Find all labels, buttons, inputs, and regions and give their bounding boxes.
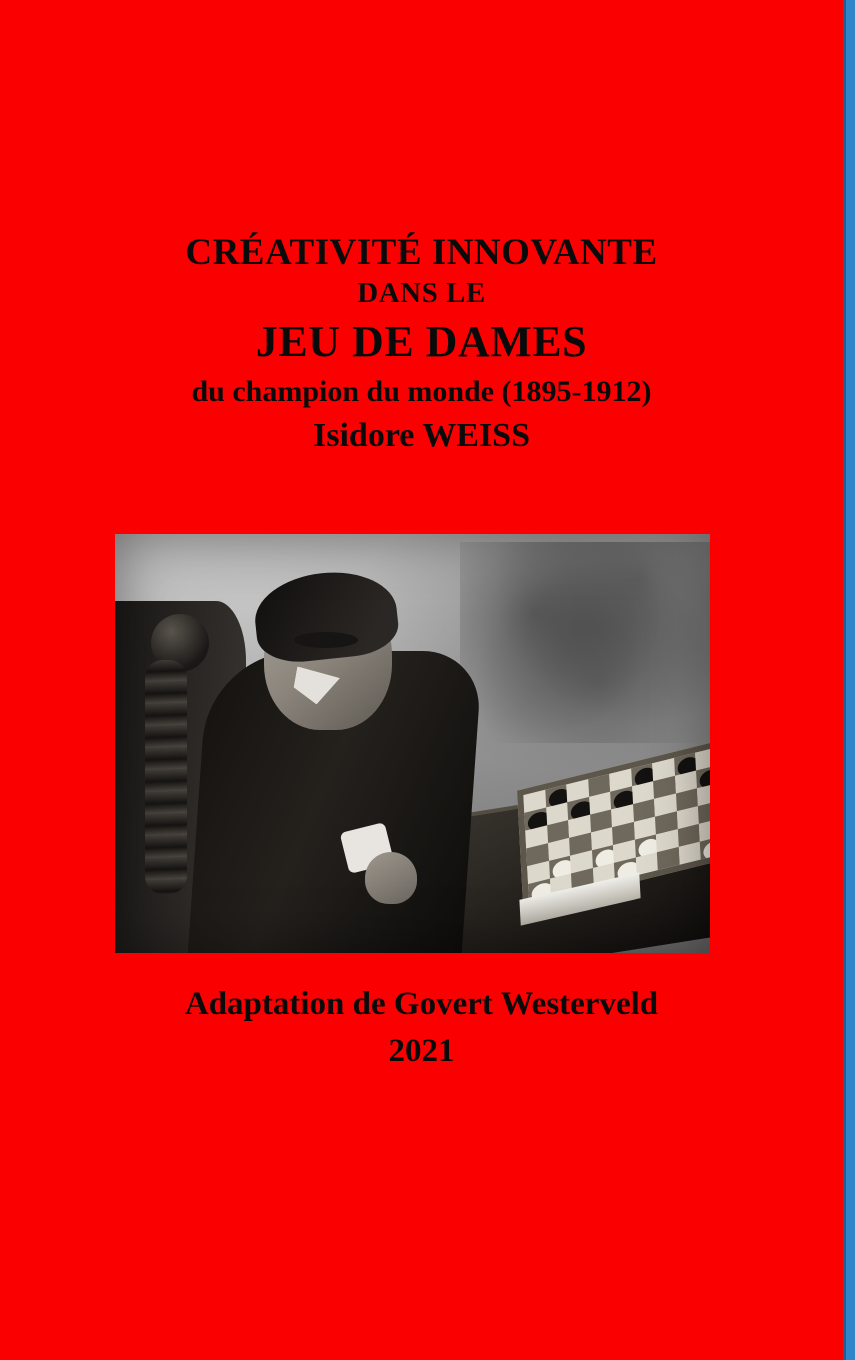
- publication-year: 2021: [388, 1032, 455, 1069]
- title-line-1: CRÉATIVITÉ INNOVANTE: [185, 232, 658, 273]
- title-line-5: Isidore WEISS: [313, 417, 530, 455]
- adaptation-credit: Adaptation de Govert Westerveld: [184, 986, 659, 1022]
- photo-vignette: [115, 534, 710, 953]
- title-line-4: du champion du monde (1895-1912): [191, 375, 652, 409]
- spine-inner-edge: [843, 0, 846, 1360]
- title-block: [0, 232, 843, 457]
- credit-block: [0, 985, 843, 1073]
- spine-strip: [843, 0, 855, 1360]
- title-line-2: DANS LE: [357, 277, 486, 310]
- title-line-3: JEU DE DAMES: [255, 316, 588, 366]
- cover-photograph: [115, 534, 710, 953]
